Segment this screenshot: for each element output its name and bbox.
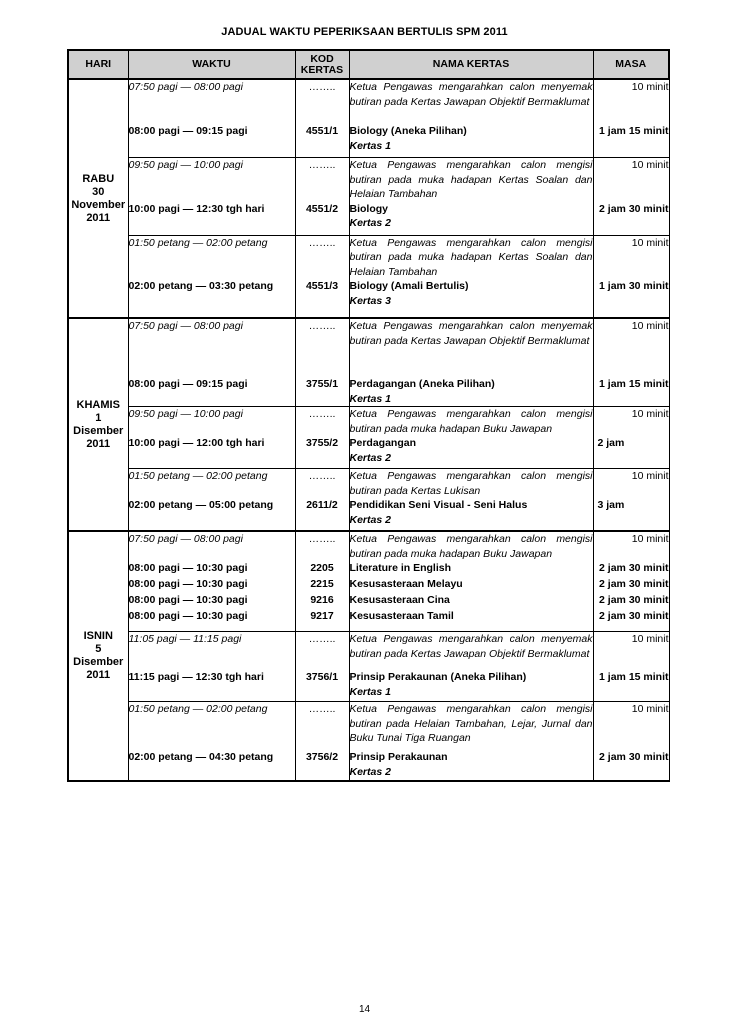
table-row [68,670,669,702]
paper-name: Ketua Pengawas mengarahkan calon menyemak butiran pada Kertas Jawapan Objektif Bermaklumat [349,81,593,108]
time-cell: 08:00 pagi — 10:30 pagi [128,561,295,577]
duration-cell: 10 minit [593,469,669,499]
paper-number: Kertas 2 [349,765,391,778]
table-row [68,561,669,577]
duration-cell: 2 jam 30 minit [593,593,669,609]
paper-name: Pendidikan Seni Visual - Seni Halus [349,499,528,511]
paper-name-cell [349,702,593,751]
paper-name-cell [349,498,593,531]
duration-cell: 1 jam 15 minit [593,377,669,407]
paper-number: Kertas 2 [349,451,391,464]
paper-name: Ketua Pengawas mengarahkan calon mengisi butiran pada muka hadapan Buku Jawapan [349,408,593,435]
code-cell: …….. [295,407,349,437]
paper-name: Prinsip Perakaunan (Aneka Pilihan) [349,671,527,683]
duration-cell: 2 jam [593,436,669,469]
paper-number: Kertas 1 [349,392,391,405]
paper-name-cell [349,318,593,377]
code-cell: 4551/2 [295,202,349,236]
code-cell: 4551/1 [295,124,349,158]
paper-name: Ketua Pengawas mengarahkan calon mengisi butiran pada Helaian Tambahan, Lejar, Jurnal dan Buku Tunai Tiga Ruangan [349,703,593,744]
paper-name: Ketua Pengawas mengarahkan calon mengisi butiran pada Kertas Lukisan [349,470,593,497]
paper-name: Literature in English [349,562,452,574]
paper-name: Kesusasteraan Tamil [349,610,454,622]
paper-name-cell [349,593,593,609]
time-cell: 01:50 petang — 02:00 petang [128,235,295,279]
duration-cell: 10 minit [593,158,669,202]
table-row [68,632,669,671]
table-row [68,318,669,377]
paper-name: Biology (Amali Bertulis) [349,280,469,292]
paper-number: Kertas 2 [349,217,391,229]
duration-cell: 2 jam 30 minit [593,609,669,632]
paper-name: Ketua Pengawas mengarahkan calon menyemak butiran pada Kertas Jawapan Objektif Bermaklumat [349,633,593,660]
time-cell: 07:50 pagi — 08:00 pagi [128,318,295,377]
time-cell: 01:50 petang — 02:00 petang [128,702,295,751]
code-cell: 4551/3 [295,279,349,318]
paper-name: Ketua Pengawas mengarahkan calon menyemak butiran pada Kertas Jawapan Objektif Bermaklumat [349,320,593,347]
paper-name-cell [349,632,593,671]
code-cell: 9217 [295,609,349,632]
header-waktu: WAKTU [128,50,295,79]
table-row [68,124,669,158]
paper-name: Kesusasteraan Cina [349,594,450,606]
duration-cell: 10 minit [593,407,669,437]
paper-name: Perdagangan [349,437,417,449]
duration-cell: 10 minit [593,318,669,377]
paper-name-cell [349,124,593,158]
code-cell: 2611/2 [295,498,349,531]
paper-name-cell [349,235,593,279]
table-row [68,377,669,407]
duration-cell: 10 minit [593,702,669,751]
table-row [68,279,669,318]
code-cell: 3755/1 [295,377,349,407]
code-cell: 3756/2 [295,750,349,781]
paper-name-cell [349,469,593,499]
time-cell: 07:50 pagi — 08:00 pagi [128,531,295,561]
paper-name-cell [349,158,593,202]
day-cell: RABU 30 November 2011 [68,79,128,318]
day-cell: ISNIN 5 Disember 2011 [68,531,128,781]
paper-number: Kertas 3 [349,294,391,307]
table-row [68,79,669,124]
paper-name-cell [349,79,593,124]
code-cell: 2215 [295,577,349,593]
time-cell: 11:15 pagi — 12:30 tgh hari [128,670,295,702]
table-row [68,498,669,531]
code-cell: …….. [295,235,349,279]
table-row [68,593,669,609]
paper-name-cell [349,531,593,561]
exam-timetable [67,49,670,782]
time-cell: 11:05 pagi — 11:15 pagi [128,632,295,671]
paper-name: Biology [349,202,388,215]
paper-name: Prinsip Perakaunan [349,751,448,763]
paper-name-cell [349,202,593,236]
paper-name-cell [349,377,593,407]
paper-name-cell [349,670,593,702]
code-cell: …….. [295,632,349,671]
paper-name-cell [349,750,593,781]
table-row [68,609,669,632]
header-row [68,50,669,79]
paper-number: Kertas 1 [349,139,391,152]
code-cell: …….. [295,158,349,202]
duration-cell: 2 jam 30 minit [593,577,669,593]
duration-cell: 2 jam 30 minit [593,750,669,781]
time-cell: 08:00 pagi — 09:15 pagi [128,377,295,407]
table-row [68,750,669,781]
code-cell: …….. [295,531,349,561]
paper-name-cell [349,407,593,437]
paper-name-cell [349,577,593,593]
time-cell: 08:00 pagi — 09:15 pagi [128,124,295,158]
table-row [68,531,669,561]
code-cell: …….. [295,469,349,499]
header-hari: HARI [68,50,128,79]
paper-name-cell [349,279,593,318]
time-cell: 01:50 petang — 02:00 petang [128,469,295,499]
header-nama: NAMA KERTAS [349,50,593,79]
time-cell: 02:00 petang — 04:30 petang [128,750,295,781]
paper-number: Kertas 2 [349,513,391,526]
table-row [68,158,669,202]
code-cell: 3755/2 [295,436,349,469]
duration-cell: 2 jam 30 minit [593,202,669,236]
day-cell: KHAMIS 1 Disember 2011 [68,318,128,531]
duration-cell: 1 jam 15 minit [593,124,669,158]
paper-number: Kertas 1 [349,685,391,698]
table-row [68,202,669,236]
duration-cell: 3 jam [593,498,669,531]
table-row [68,577,669,593]
time-cell: 10:00 pagi — 12:30 tgh hari [128,202,295,236]
paper-name: Kesusasteraan Melayu [349,578,463,590]
code-cell: 3756/1 [295,670,349,702]
code-cell: 9216 [295,593,349,609]
timetable-body [68,79,669,781]
time-cell: 08:00 pagi — 10:30 pagi [128,609,295,632]
paper-name-cell [349,609,593,632]
time-cell: 07:50 pagi — 08:00 pagi [128,79,295,124]
duration-cell: 10 minit [593,632,669,671]
time-cell: 02:00 petang — 05:00 petang [128,498,295,531]
header-masa: MASA [593,50,669,79]
table-row [68,407,669,437]
document-title: JADUAL WAKTU PEPERIKSAAN BERTULIS SPM 2011 [221,26,508,38]
table-row [68,235,669,279]
page-number: 14 [358,1004,371,1015]
duration-cell: 1 jam 15 minit [593,670,669,702]
paper-name: Perdagangan (Aneka Pilihan) [349,378,495,390]
paper-name: Biology (Aneka Pilihan) [349,125,467,137]
table-row [68,469,669,499]
paper-name: Ketua Pengawas mengarahkan calon mengisi butiran pada muka hadapan Kertas Soalan dan Helaian Tambahan [349,236,593,278]
duration-cell: 2 jam 30 minit [593,561,669,577]
time-cell: 08:00 pagi — 10:30 pagi [128,593,295,609]
paper-name: Ketua Pengawas mengarahkan calon mengisi butiran pada muka hadapan Buku Jawapan [349,533,593,560]
duration-cell: 1 jam 30 minit [593,279,669,318]
time-cell: 09:50 pagi — 10:00 pagi [128,158,295,202]
time-cell: 09:50 pagi — 10:00 pagi [128,407,295,437]
table-row [68,436,669,469]
code-cell: …….. [295,318,349,377]
table-row [68,702,669,751]
code-cell: …….. [295,79,349,124]
duration-cell: 10 minit [593,79,669,124]
paper-name: Ketua Pengawas mengarahkan calon mengisi butiran pada muka hadapan Kertas Soalan dan Helaian Tambahan [349,159,593,200]
paper-name-cell [349,561,593,577]
code-cell: 2205 [295,561,349,577]
time-cell: 08:00 pagi — 10:30 pagi [128,577,295,593]
code-cell: …….. [295,702,349,751]
time-cell: 10:00 pagi — 12:00 tgh hari [128,436,295,469]
duration-cell: 10 minit [593,235,669,279]
paper-name-cell [349,436,593,469]
time-cell: 02:00 petang — 03:30 petang [128,279,295,318]
duration-cell: 10 minit [593,531,669,561]
header-kod: KOD KERTAS [295,50,349,79]
